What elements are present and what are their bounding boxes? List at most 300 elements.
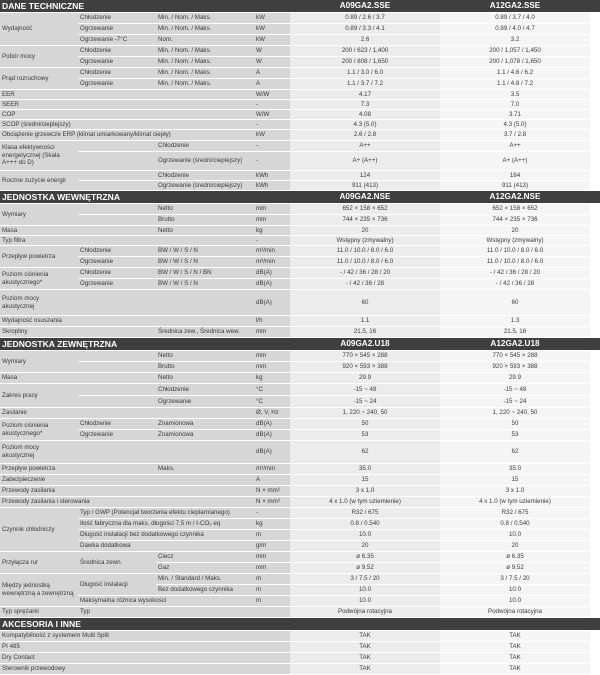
table-cell: 2.6 xyxy=(290,35,440,46)
table-row xyxy=(0,279,600,290)
table-cell: m³/min xyxy=(254,464,290,475)
table-cell xyxy=(590,664,600,675)
table-cell: Chłodzenie xyxy=(78,13,156,24)
table-cell: Ogrzewanie xyxy=(78,24,156,35)
table-cell: 62 xyxy=(290,441,440,464)
table-cell: Bez dodatkowego czynnika xyxy=(156,585,254,596)
table-cell: kW xyxy=(254,130,290,141)
table-cell: Ø, V, Hz xyxy=(254,408,290,419)
table-row xyxy=(0,130,600,141)
table-row xyxy=(0,541,600,552)
row-label: Zakres pracy xyxy=(0,384,78,408)
table-cell: 200 / 1,057 / 1,450 xyxy=(440,46,590,57)
table-cell xyxy=(590,475,600,486)
table-row xyxy=(0,100,600,110)
header-cell xyxy=(440,618,590,631)
table-cell: A+ (A++) xyxy=(440,152,590,171)
table-cell: -15 ~ 48 xyxy=(440,384,590,396)
table-cell: Dawka dodatkowa xyxy=(78,541,254,552)
table-cell: 4.08 xyxy=(290,110,440,120)
table-cell xyxy=(590,642,600,653)
table-cell: 1.1 xyxy=(290,316,440,327)
table-cell: W/W xyxy=(254,110,290,120)
table-row xyxy=(0,152,600,171)
table-cell: 50 xyxy=(440,419,590,430)
row-label: Prąd rozruchowy xyxy=(0,68,78,90)
table-cell: m xyxy=(254,585,290,596)
table-cell: 0.89 / 3.3 / 4.1 xyxy=(290,24,440,35)
table-cell: N × mm² xyxy=(254,497,290,508)
table-cell: 11.0 / 10.0 / 8.0 / 6.0 xyxy=(290,257,440,268)
table-cell xyxy=(590,607,600,618)
table-cell: Podwójna rotacyjna xyxy=(290,607,440,618)
row-label: Poziom ciśnienia akustycznego* xyxy=(0,419,78,441)
table-cell xyxy=(254,607,290,618)
table-row xyxy=(0,171,600,181)
table-cell: kW xyxy=(254,13,290,24)
table-cell: Min. / Nom. / Maks. xyxy=(156,57,254,68)
table-cell: SEER xyxy=(0,100,254,110)
table-cell: TAK xyxy=(440,642,590,653)
table-cell: 1.3 xyxy=(440,316,590,327)
table-cell: 10.0 xyxy=(290,530,440,541)
table-cell: Min. / Nom. / Maks. xyxy=(156,79,254,90)
table-cell: Min. / Nom. / Maks. xyxy=(156,13,254,24)
table-cell xyxy=(590,268,600,279)
table-cell xyxy=(590,100,600,110)
table-cell: Podwójna rotacyjna xyxy=(440,607,590,618)
table-cell: Znamionowa xyxy=(156,419,254,430)
table-cell: Typ xyxy=(78,607,254,618)
table-cell: 29.9 xyxy=(290,373,440,384)
table-cell: TAK xyxy=(440,631,590,642)
table-cell: W/W xyxy=(254,90,290,100)
table-cell: Wstępny (zmywalny) xyxy=(440,236,590,246)
table-row xyxy=(0,351,600,362)
table-cell: TAK xyxy=(290,653,440,664)
table-cell: 200 / 808 / 1,650 xyxy=(290,57,440,68)
table-cell xyxy=(590,290,600,316)
table-cell: BW / W / S / N xyxy=(156,279,254,290)
table-cell: COP xyxy=(0,110,254,120)
row-label: Klasa efektywności energetycznej (Skala A+++ do D) xyxy=(0,141,78,171)
table-cell xyxy=(590,396,600,408)
table-cell: Chłodzenie xyxy=(78,46,156,57)
row-label: Przepływ powietrza xyxy=(0,246,78,268)
table-cell: TAK xyxy=(440,653,590,664)
table-cell: PI 485 xyxy=(0,642,290,653)
table-cell xyxy=(590,563,600,574)
table-cell: m³/min xyxy=(254,257,290,268)
table-row xyxy=(0,236,600,246)
table-cell: 7.3 xyxy=(290,100,440,110)
table-cell: Poziom mocy akustycznej xyxy=(0,290,254,316)
table-row xyxy=(0,497,600,508)
table-cell: Znamionowa xyxy=(156,430,254,441)
table-cell xyxy=(590,130,600,141)
table-row xyxy=(0,35,600,46)
table-cell: Poziom mocy akustycznej xyxy=(0,441,254,464)
table-cell xyxy=(590,373,600,384)
table-cell xyxy=(590,79,600,90)
table-cell: 911 (413) xyxy=(290,181,440,191)
table-cell xyxy=(590,362,600,373)
table-cell xyxy=(590,408,600,419)
table-cell xyxy=(590,585,600,596)
model-a-header: A09GA2.SSE xyxy=(290,0,440,13)
table-cell: Ogrzewanie xyxy=(78,79,156,90)
table-cell: - xyxy=(254,236,290,246)
table-row xyxy=(0,574,600,585)
model-a-header: A09GA2.NSE xyxy=(290,191,440,204)
header-cell xyxy=(590,191,600,204)
table-row xyxy=(0,475,600,486)
table-row xyxy=(0,215,600,226)
table-cell: 1, 220 ~ 240, 50 xyxy=(440,408,590,419)
table-cell: Zasilanie xyxy=(0,408,254,419)
table-cell: 0.89 / 2.6 / 3.7 xyxy=(290,13,440,24)
table-cell: ø 9.52 xyxy=(440,563,590,574)
table-cell xyxy=(590,508,600,519)
table-cell: SCOP (średni/cieplejszy) xyxy=(0,120,254,130)
table-cell: - / 42 / 36 / 28 / 20 xyxy=(290,268,440,279)
table-cell: 3.71 xyxy=(440,110,590,120)
table-cell xyxy=(590,519,600,530)
table-cell: - / 42 / 36 / 28 xyxy=(440,279,590,290)
table-cell xyxy=(590,246,600,257)
row-label: Przyłącza rur xyxy=(0,552,78,574)
table-cell: 0.8 / 0.540 xyxy=(440,519,590,530)
table-cell: kW xyxy=(254,24,290,35)
table-cell xyxy=(590,316,600,327)
table-row xyxy=(0,486,600,497)
table-row xyxy=(0,327,600,338)
table-cell: Sterownik przewodowy xyxy=(0,664,290,675)
row-label: Roczne zużycie energii xyxy=(0,171,78,191)
table-cell: Min. / Nom. / Maks. xyxy=(156,46,254,57)
table-cell xyxy=(590,430,600,441)
table-cell: TAK xyxy=(290,631,440,642)
table-cell: Długość instalacji xyxy=(78,574,156,596)
table-cell xyxy=(590,35,600,46)
table-cell: Ogrzewanie (średni/cieplejszy) xyxy=(78,152,254,171)
table-cell: 62 xyxy=(440,441,590,464)
table-cell: 3.7 / 2.8 xyxy=(440,130,590,141)
table-row xyxy=(0,373,600,384)
table-cell: Min. / Standard / Maks. xyxy=(156,574,254,585)
header-cell xyxy=(590,338,600,351)
table-cell: 200 / 623 / 1,400 xyxy=(290,46,440,57)
table-cell xyxy=(590,327,600,338)
model-b-header: A12GA2.NSE xyxy=(440,191,590,204)
table-cell: 770 × 545 × 288 xyxy=(440,351,590,362)
table-cell: - / 42 / 36 / 28 xyxy=(290,279,440,290)
section-header xyxy=(0,0,600,13)
table-cell: Średnica zewn. xyxy=(78,552,156,574)
table-cell: Netto xyxy=(78,226,254,236)
table-cell: - xyxy=(254,141,290,152)
table-cell: 184 xyxy=(440,171,590,181)
table-cell: 53 xyxy=(440,430,590,441)
table-cell: -15 ~ 24 xyxy=(440,396,590,408)
section-header xyxy=(0,338,600,351)
table-cell xyxy=(590,204,600,215)
table-cell xyxy=(590,120,600,130)
table-cell: dB(A) xyxy=(254,268,290,279)
table-row xyxy=(0,396,600,408)
table-cell: Kompatybilność z systemem Multi Split xyxy=(0,631,290,642)
table-cell: 4.17 xyxy=(290,90,440,100)
table-cell xyxy=(590,279,600,290)
table-cell: Netto xyxy=(78,351,254,362)
table-cell: A++ xyxy=(290,141,440,152)
table-cell: kWh xyxy=(254,171,290,181)
table-cell: ø 9.52 xyxy=(290,563,440,574)
table-cell: Chłodzenie xyxy=(78,419,156,430)
table-cell: Chłodzenie xyxy=(78,384,254,396)
section-header xyxy=(0,618,600,631)
table-cell xyxy=(590,552,600,563)
table-cell: 20 xyxy=(440,541,590,552)
table-cell: mm xyxy=(254,552,290,563)
table-cell: Brutto xyxy=(78,215,254,226)
table-cell: kg xyxy=(254,226,290,236)
table-cell: 652 × 158 × 652 xyxy=(290,204,440,215)
table-cell xyxy=(590,530,600,541)
table-cell: Typ sprężarki xyxy=(0,607,78,618)
table-cell: 4.3 (5.0) xyxy=(440,120,590,130)
table-cell: mm xyxy=(254,327,290,338)
table-cell: Obciążenie grzewcze ERP (klimat umiarkowany/klimat ciepły) xyxy=(0,130,254,141)
table-cell xyxy=(590,574,600,585)
table-cell xyxy=(590,351,600,362)
table-cell xyxy=(590,226,600,236)
table-cell: Przewody zasilania xyxy=(0,486,254,497)
table-cell xyxy=(590,497,600,508)
table-row xyxy=(0,607,600,618)
table-cell: BW / W / S / N / BN xyxy=(156,268,254,279)
table-cell: kg xyxy=(254,373,290,384)
table-cell: - / 42 / 36 / 28 / 20 xyxy=(440,268,590,279)
table-cell: 11.0 / 10.0 / 8.0 / 6.0 xyxy=(290,246,440,257)
table-row xyxy=(0,408,600,419)
table-cell: kW xyxy=(254,35,290,46)
table-row xyxy=(0,653,600,664)
table-cell: Min. / Nom. / Maks. xyxy=(156,68,254,79)
table-cell: Ogrzewanie xyxy=(78,257,156,268)
table-cell: 11.0 / 10.0 / 8.0 / 6.0 xyxy=(440,246,590,257)
table-cell: 2.6 / 2.8 xyxy=(290,130,440,141)
table-row xyxy=(0,530,600,541)
header-cell xyxy=(590,0,600,13)
table-cell: Chłodzenie xyxy=(78,171,254,181)
table-cell: Netto xyxy=(78,204,254,215)
table-cell xyxy=(590,596,600,607)
section-title: JEDNOSTKA WEWNĘTRZNA xyxy=(0,191,290,204)
table-cell: 60 xyxy=(290,290,440,316)
table-cell: 744 × 235 × 736 xyxy=(440,215,590,226)
table-cell: dB(A) xyxy=(254,279,290,290)
table-cell xyxy=(590,541,600,552)
table-cell: 920 × 593 × 388 xyxy=(440,362,590,373)
table-cell: 0.89 / 4.0 / 4.7 xyxy=(440,24,590,35)
table-cell: Typ filtra xyxy=(0,236,254,246)
table-cell: Przewody zasilania i sterowania xyxy=(0,497,254,508)
table-cell: BW / W / S / N xyxy=(156,246,254,257)
section-title: AKCESORIA I INNE xyxy=(0,618,290,631)
table-row xyxy=(0,24,600,35)
table-cell: 3 x 1.0 xyxy=(290,486,440,497)
section-title: JEDNOSTKA ZEWNĘTRZNA xyxy=(0,338,290,351)
table-cell: -15 ~ 48 xyxy=(290,384,440,396)
table-cell: Chłodzenie xyxy=(78,268,156,279)
table-cell: 20 xyxy=(290,541,440,552)
table-cell: 20 xyxy=(440,226,590,236)
table-cell xyxy=(590,90,600,100)
row-label: Między jednostką wewnętrzną a zewnętrzną xyxy=(0,574,78,607)
table-cell: 1.1 / 4.8 / 7.2 xyxy=(440,79,590,90)
row-label: Pobór mocy xyxy=(0,46,78,68)
table-cell: 21.5, 16 xyxy=(440,327,590,338)
table-cell xyxy=(590,110,600,120)
table-row xyxy=(0,120,600,130)
table-cell: 21.5, 16 xyxy=(290,327,440,338)
table-row xyxy=(0,519,600,530)
table-cell: 0.8 / 0.540 xyxy=(290,519,440,530)
table-cell xyxy=(590,141,600,152)
table-row xyxy=(0,631,600,642)
table-cell: g/m xyxy=(254,541,290,552)
table-cell: A xyxy=(254,475,290,486)
table-cell: 0.89 / 3.7 / 4.0 xyxy=(440,13,590,24)
table-cell: 1.1 / 4.6 / 6.2 xyxy=(440,68,590,79)
table-row xyxy=(0,204,600,215)
table-row xyxy=(0,141,600,152)
table-cell xyxy=(590,257,600,268)
row-label: Poziom ciśnienia akustycznego* xyxy=(0,268,78,290)
table-row xyxy=(0,642,600,653)
row-label: Wydajność xyxy=(0,13,78,46)
table-cell: 60 xyxy=(440,290,590,316)
table-cell: 4.3 (5.0) xyxy=(290,120,440,130)
table-row xyxy=(0,596,600,607)
table-cell: 20 xyxy=(290,226,440,236)
table-cell: W xyxy=(254,46,290,57)
table-cell: 911 (413) xyxy=(440,181,590,191)
table-cell: 920 × 593 × 388 xyxy=(290,362,440,373)
table-cell: Ogrzewanie xyxy=(78,430,156,441)
header-cell xyxy=(590,618,600,631)
section-title: DANE TECHNICZNE xyxy=(0,0,290,13)
table-cell: 15 xyxy=(440,475,590,486)
table-cell: 3 x 1.0 xyxy=(440,486,590,497)
table-row xyxy=(0,441,600,464)
table-cell: Brutto xyxy=(78,362,254,373)
table-cell: BW / W / S / N xyxy=(156,257,254,268)
section-header xyxy=(0,191,600,204)
table-cell: 7.0 xyxy=(440,100,590,110)
table-cell: 35.0 xyxy=(290,464,440,475)
table-cell: 200 / 1,078 / 1,650 xyxy=(440,57,590,68)
table-cell: Netto xyxy=(78,373,254,384)
table-cell xyxy=(590,384,600,396)
table-row xyxy=(0,290,600,316)
table-row xyxy=(0,79,600,90)
table-row xyxy=(0,464,600,475)
table-cell: Masa xyxy=(0,226,78,236)
row-label: Wymiary xyxy=(0,204,78,226)
table-cell: 652 × 158 × 652 xyxy=(440,204,590,215)
table-row xyxy=(0,268,600,279)
table-row xyxy=(0,257,600,268)
table-cell: A++ xyxy=(440,141,590,152)
table-cell: - xyxy=(254,100,290,110)
table-row xyxy=(0,226,600,236)
table-cell: 50 xyxy=(290,419,440,430)
table-cell: Ogrzewanie xyxy=(78,57,156,68)
table-cell: - xyxy=(254,120,290,130)
table-cell: A xyxy=(254,68,290,79)
table-row xyxy=(0,57,600,68)
table-cell xyxy=(590,441,600,464)
table-cell: EER xyxy=(0,90,254,100)
table-cell: l/h xyxy=(254,316,290,327)
table-cell: Ogrzewanie -7°C xyxy=(78,35,156,46)
table-cell: 11.0 / 10.0 / 8.0 / 6.0 xyxy=(440,257,590,268)
table-cell: mm xyxy=(254,563,290,574)
table-row xyxy=(0,384,600,396)
table-row xyxy=(0,430,600,441)
table-cell: 770 × 545 × 288 xyxy=(290,351,440,362)
table-cell: Skropliny xyxy=(0,327,78,338)
table-row xyxy=(0,90,600,100)
table-cell: R32 / 675 xyxy=(440,508,590,519)
table-cell: 10.0 xyxy=(440,596,590,607)
table-cell xyxy=(590,236,600,246)
table-row xyxy=(0,246,600,257)
table-cell: dB(A) xyxy=(254,430,290,441)
table-row xyxy=(0,419,600,430)
table-cell xyxy=(590,46,600,57)
table-row xyxy=(0,362,600,373)
table-row xyxy=(0,181,600,191)
table-cell xyxy=(590,215,600,226)
table-row xyxy=(0,316,600,327)
table-cell: Średnica zew., Średnica wew. xyxy=(78,327,254,338)
table-cell: Długość instalacji bez dodatkowego czynnika xyxy=(78,530,254,541)
table-cell: m xyxy=(254,574,290,585)
table-cell xyxy=(590,171,600,181)
table-cell: TAK xyxy=(290,642,440,653)
table-cell: 1, 220 ~ 240, 50 xyxy=(290,408,440,419)
table-cell: - xyxy=(254,508,290,519)
table-cell xyxy=(590,13,600,24)
model-b-header: A12GA2.SSE xyxy=(440,0,590,13)
table-cell: 35.0 xyxy=(440,464,590,475)
table-cell: ø 6.35 xyxy=(290,552,440,563)
table-row xyxy=(0,13,600,24)
table-cell: A+ (A++) xyxy=(290,152,440,171)
table-cell: TAK xyxy=(440,664,590,675)
table-cell xyxy=(590,181,600,191)
table-cell xyxy=(590,486,600,497)
table-cell: Ogrzewanie (średni/cieplejszy) xyxy=(78,181,254,191)
table-cell: TAK xyxy=(290,664,440,675)
table-cell: Maks. xyxy=(78,464,254,475)
table-cell: Chłodzenie xyxy=(78,246,156,257)
table-cell xyxy=(590,24,600,35)
table-cell: Zabezpieczenie xyxy=(0,475,254,486)
